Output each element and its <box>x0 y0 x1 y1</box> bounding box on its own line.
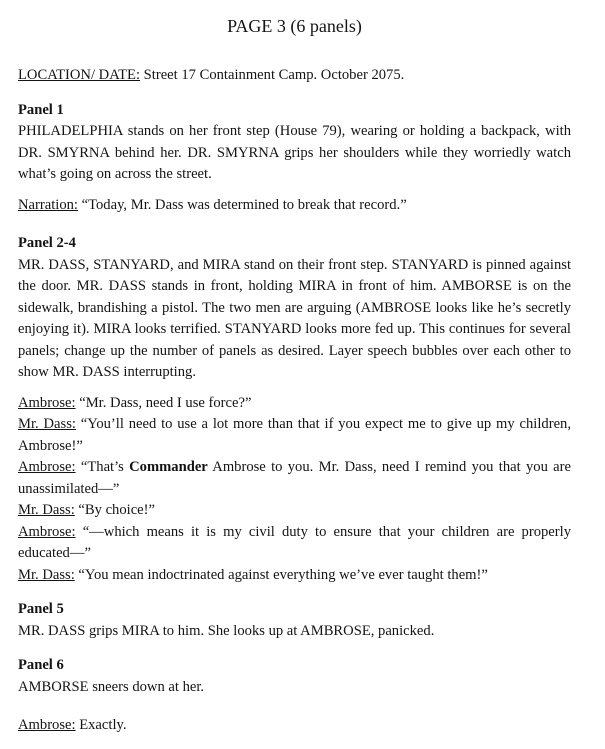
speaker-label: Ambrose: <box>18 523 76 540</box>
panel-1-heading: Panel 1 <box>18 101 64 118</box>
dialogue-text: “You mean indoctrinated against everything we’ve ever taught them!” <box>78 566 488 583</box>
dialogue-line <box>18 522 571 565</box>
closing-dialogue-line <box>18 715 571 737</box>
panel-2-4-description: MR. DASS, STANYARD, and MIRA stand on their front step. STANYARD is pinned against the door. MR. DASS stands in front, holding MIRA in front of him. AMBORSE is on the sidewalk, brandishing a pistol. The two men are arguing (AMBROSE looks like he’s secretly enjoying it). MIRA looks terrified. STANYARD looks more fed up. This continues for several panels; change up the number of panels as desired. Layer speech bubbles over each other to show MR. DASS interrupting. <box>18 256 571 380</box>
dialogue-line <box>18 414 571 457</box>
dialogue-block <box>18 393 571 587</box>
speaker-label: Ambrose: <box>18 459 76 475</box>
dialogue-text-post: Ambrose to you. Mr. Dass, need I remind you that you are unassimilated—” <box>18 459 571 497</box>
panel-2-4-heading: Panel 2-4 <box>18 235 76 251</box>
dialogue-text: “—which means it is my civil duty to ensure that your children are properly educated—” <box>18 523 571 561</box>
speaker-label: Mr. Dass: <box>18 416 76 432</box>
speaker-label: Ambrose: <box>18 394 76 411</box>
panel-5-description: MR. DASS grips MIRA to him. She looks up at AMBROSE, panicked. <box>18 622 435 639</box>
location-date-label: LOCATION/ DATE: <box>18 67 141 83</box>
narration-label: Narration: <box>18 196 78 213</box>
speaker-label: Mr. Dass: <box>18 566 75 583</box>
panel-6-heading: Panel 6 <box>18 657 64 673</box>
location-date-text: Street 17 Containment Camp. October 2075. <box>143 67 405 83</box>
dialogue-text: “By choice!” <box>78 502 155 518</box>
panel-6-description: AMBORSE sneers down at her. <box>18 678 205 695</box>
speaker-label: Ambrose: <box>18 717 76 733</box>
narration-line <box>18 195 571 217</box>
dialogue-text: “Mr. Dass, need I use force?” <box>79 394 252 411</box>
dialogue-text-bold: Commander <box>129 459 208 475</box>
dialogue-line <box>18 565 571 587</box>
dialogue-text: “You’ll need to use a lot more than that if you expect me to give up my children, Ambrose!” <box>18 416 571 454</box>
speaker-label: Mr. Dass: <box>18 502 75 518</box>
dialogue-line <box>18 457 571 500</box>
dialogue-text-pre: “That’s <box>80 459 130 475</box>
dialogue-line <box>18 500 571 522</box>
dialogue-line <box>18 393 571 415</box>
page-title: PAGE 3 (6 panels) <box>227 16 362 36</box>
dialogue-text: Exactly. <box>79 717 127 733</box>
location-date-line <box>18 65 571 87</box>
narration-text: “Today, Mr. Dass was determined to break that record.” <box>81 196 407 213</box>
panel-1-description: PHILADELPHIA stands on her front step (House 79), wearing or holding a backpack, with DR. SMYRNA behind her. DR. SMYRNA grips her shoulders while they worriedly watch what’s going on across the street. <box>18 123 571 182</box>
panel-5-heading: Panel 5 <box>18 601 64 617</box>
